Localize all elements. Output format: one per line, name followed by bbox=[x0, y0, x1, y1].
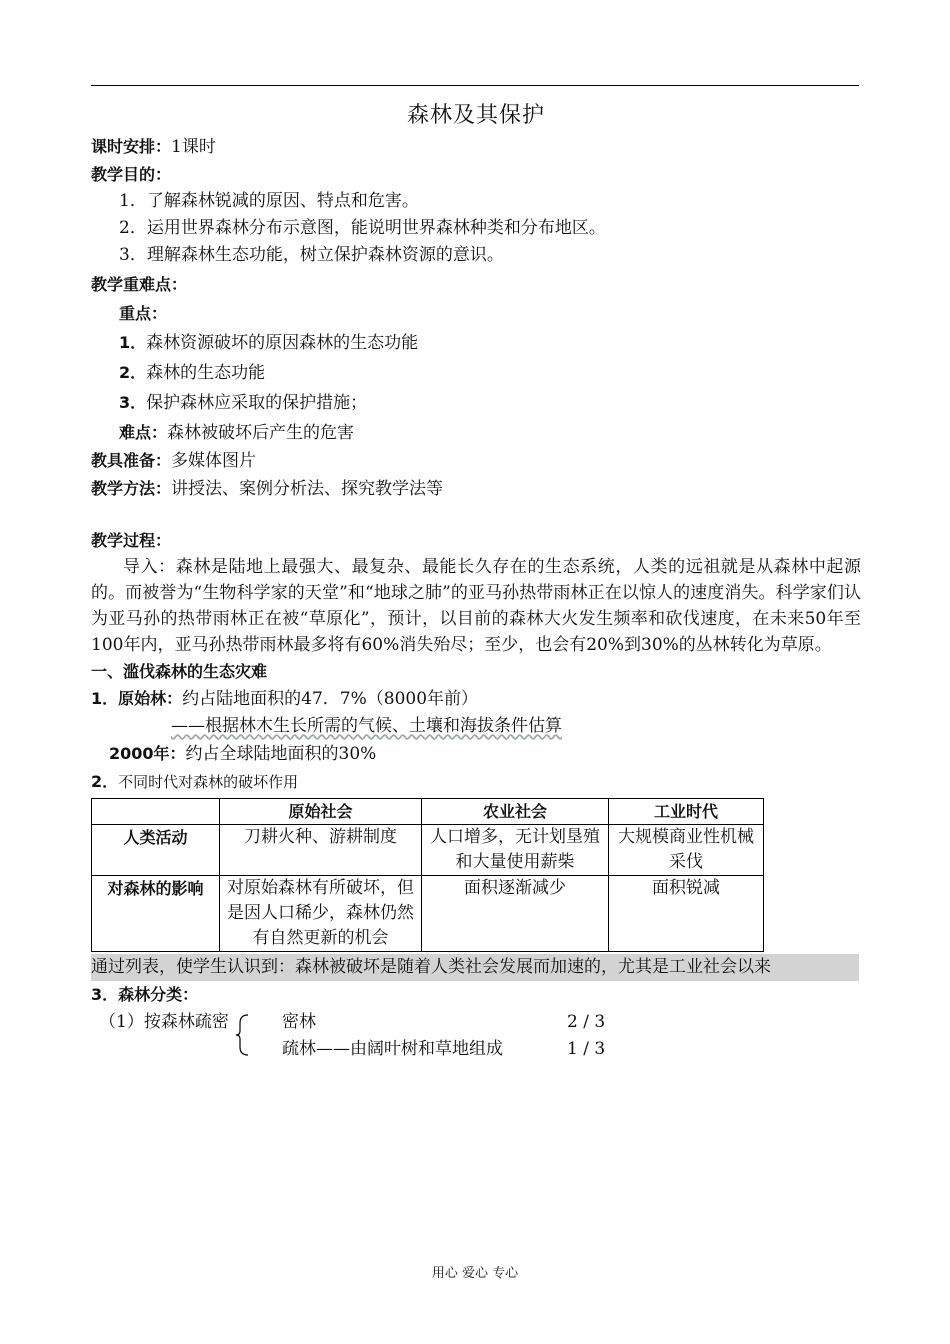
table-header-cell: 原始社会 bbox=[220, 799, 422, 825]
document-page bbox=[91, 92, 861, 1065]
section1-heading: 一、滥伐森林的生态灾难 bbox=[91, 662, 268, 681]
item2-line bbox=[91, 768, 861, 796]
item3-label: 森林分类： bbox=[118, 985, 199, 1004]
item1-line bbox=[91, 685, 861, 713]
focus-item bbox=[91, 359, 861, 387]
conclusion-text: 通过列表，使学生认识到：森林被破坏是随着人类社会发展而加速的，尤其是工业社会以来 bbox=[91, 954, 859, 981]
document-title: 森林及其保护 bbox=[406, 103, 545, 128]
tools-value: 多媒体图片 bbox=[171, 451, 257, 471]
item1-text: 约占陆地面积的47．7%（8000年前） bbox=[182, 689, 479, 709]
classification-block bbox=[91, 1009, 861, 1065]
class1-item-name: 疏林——由阔叶树和草地组成 bbox=[282, 1039, 503, 1059]
focus-text: 保护森林应采取的保护措施； bbox=[146, 393, 368, 413]
focus-item bbox=[91, 329, 861, 357]
methods-value: 讲授法、案例分析法、探究教学法等 bbox=[171, 479, 444, 499]
table-row-label: 对森林的影响 bbox=[92, 876, 220, 952]
item1-2000-text: 约占全球陆地面积的30% bbox=[185, 744, 377, 764]
table-cell: 大规模商业性机械采伐 bbox=[609, 825, 764, 876]
tools-label: 教具准备： bbox=[91, 451, 172, 470]
difficult-line bbox=[91, 419, 861, 447]
class1-label: （1）按森林疏密 bbox=[99, 1012, 229, 1032]
focus-label: 重点： bbox=[119, 304, 168, 323]
destruction-table bbox=[91, 798, 764, 952]
goals-label: 教学目的： bbox=[91, 165, 172, 184]
difficult-text: 森林被破坏后产生的危害 bbox=[167, 423, 355, 443]
item1-note-text: ——根据林木生长所需的气候、土壤和海拔条件估算 bbox=[171, 716, 562, 736]
focus-item bbox=[91, 389, 861, 417]
schedule-value: 1课时 bbox=[171, 137, 216, 157]
item1-label: 原始林： bbox=[118, 689, 183, 708]
item1-2000-line bbox=[91, 740, 861, 768]
focus-text: 森林资源破坏的原因森林的生态功能 bbox=[146, 333, 419, 353]
focus-text: 森林的生态功能 bbox=[146, 363, 266, 383]
difficult-label: 难点： bbox=[119, 423, 168, 442]
brace-icon bbox=[234, 1013, 250, 1057]
focus-num: 3． bbox=[119, 393, 147, 412]
focus-num: 1． bbox=[119, 333, 147, 352]
table-header-cell: 工业时代 bbox=[609, 799, 764, 825]
item3-line bbox=[91, 981, 861, 1009]
schedule-label: 课时安排： bbox=[91, 137, 172, 156]
table-row bbox=[92, 876, 764, 952]
focus-num: 2． bbox=[119, 363, 147, 382]
table-cell: 刀耕火种、游耕制度 bbox=[220, 825, 422, 876]
table-header-row bbox=[92, 799, 764, 825]
class1-item-ratio: 2 / 3 bbox=[567, 1012, 606, 1032]
table-header-cell: 农业社会 bbox=[422, 799, 609, 825]
page-footer: 用心 爱心 专心 bbox=[431, 1266, 519, 1281]
intro-paragraph: 导入：森林是陆地上最强大、最复杂、最能长久存在的生态系统，人类的远祖就是从森林中起源的。而被誉为“生物科学家的天堂”和“地球之肺”的亚马孙热带雨林正在以惊人的速度消失。科学家们认为亚马孙的热带雨林正在被“草原化”，预计，以目前的森林大火发生频率和砍伐速度，在未来50年至100年内，亚马孙热带雨林最多将有60%消失殆尽；至少，也会有20%到30%的丛林转化为草原。 bbox=[91, 557, 861, 655]
item1-note bbox=[91, 713, 861, 740]
item2-text: 不同时代对森林的破坏作用 bbox=[118, 773, 299, 791]
class1-item-name: 密林 bbox=[282, 1012, 316, 1032]
table-cell: 面积逐渐减少 bbox=[422, 876, 609, 952]
table-cell: 人口增多，无计划垦殖和大量使用薪柴 bbox=[422, 825, 609, 876]
key-label: 教学重难点： bbox=[91, 275, 188, 294]
item1-2000-label: 2000年： bbox=[109, 744, 186, 763]
table-row bbox=[92, 825, 764, 876]
item3-num: 3． bbox=[91, 985, 119, 1004]
process-label: 教学过程： bbox=[91, 531, 172, 550]
schedule-line bbox=[91, 133, 861, 161]
methods-label: 教学方法： bbox=[91, 479, 172, 498]
goal-item: 2．运用世界森林分布示意图，能说明世界森林种类和分布地区。 bbox=[119, 218, 606, 238]
class1-item-ratio: 1 / 3 bbox=[567, 1039, 606, 1059]
goal-item: 1．了解森林锐减的原因、特点和危害。 bbox=[119, 191, 419, 211]
tools-line bbox=[91, 447, 861, 475]
table-header-cell bbox=[92, 799, 220, 825]
table-cell: 对原始森林有所破坏，但是因人口稀少，森林仍然有自然更新的机会 bbox=[220, 876, 422, 952]
methods-line bbox=[91, 475, 861, 503]
table-row-label: 人类活动 bbox=[92, 825, 220, 876]
item1-num: 1． bbox=[91, 689, 119, 708]
header-rule bbox=[91, 85, 859, 86]
goal-item: 3．理解森林生态功能，树立保护森林资源的意识。 bbox=[119, 245, 504, 265]
conclusion-line bbox=[91, 954, 861, 981]
table-cell: 面积锐减 bbox=[609, 876, 764, 952]
item2-num: 2． bbox=[91, 772, 119, 791]
